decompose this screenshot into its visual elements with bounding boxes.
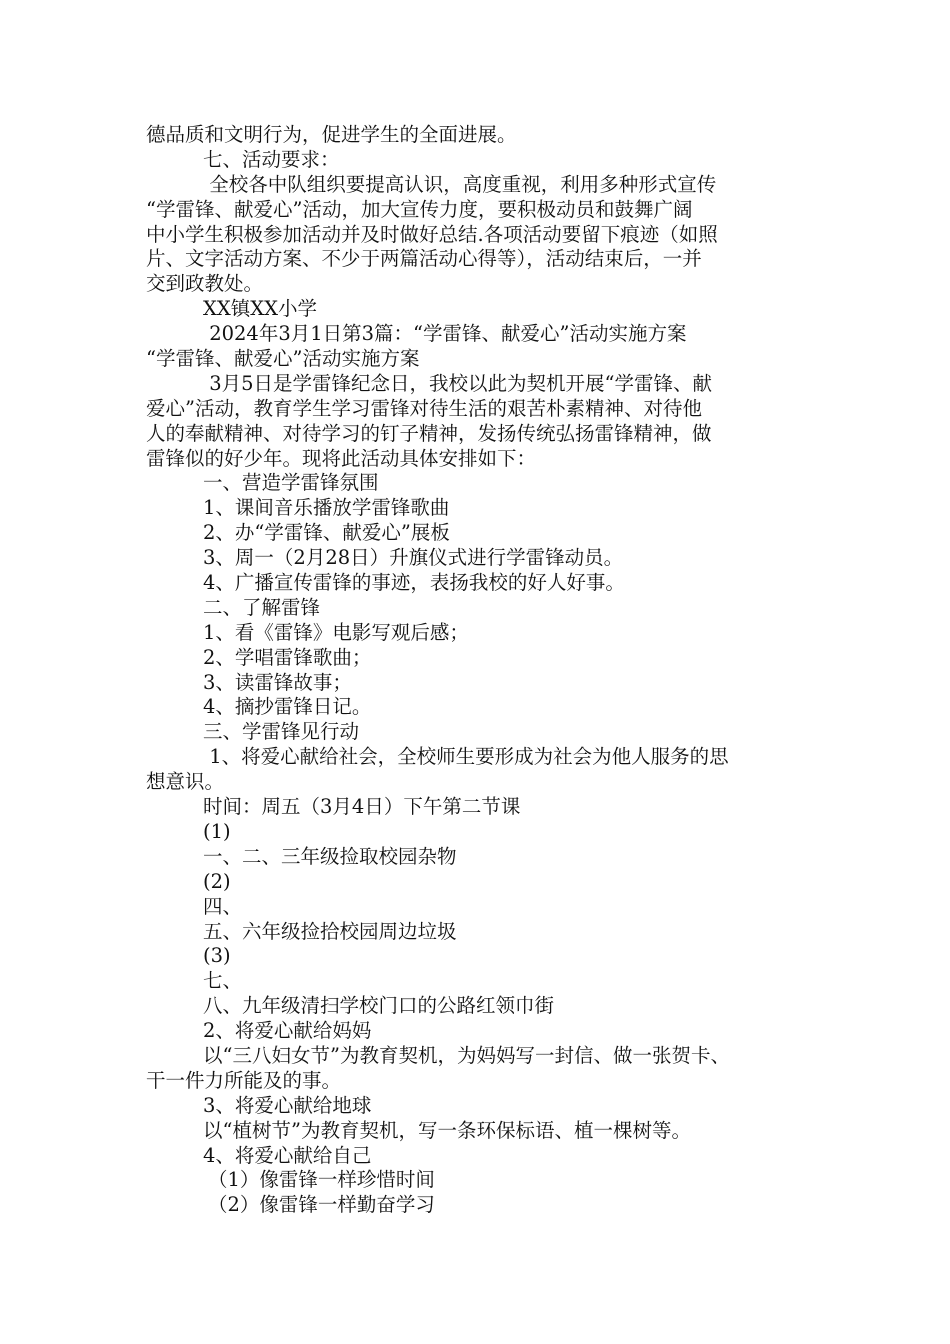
text-line: 时间：周五（3月4日）下午第二节课 [203, 795, 521, 819]
text-line: 七、活动要求： [203, 147, 340, 171]
text-line: 4、广播宣传雷锋的事迹，表扬我校的好人好事。 [203, 571, 625, 595]
text-line: 2、办“学雷锋、献爱心”展板 [203, 521, 450, 545]
text-line: 3、将爱心献给地球 [203, 1093, 372, 1117]
text-line: (2) [203, 869, 231, 893]
text-line: 1、看《雷锋》电影写观后感； [203, 620, 469, 644]
text-line: XX镇XX小学 [203, 297, 318, 321]
text-line: “学雷锋、献爱心”活动实施方案 [146, 347, 420, 371]
text-line: 想意识。 [146, 770, 225, 794]
text-line: 2024年3月1日第3篇：“学雷锋、献爱心”活动实施方案 [203, 322, 687, 346]
text-line: 爱心”活动，教育学生学习雷锋对待生活的艰苦朴素精神、对待他 [146, 396, 702, 420]
text-line: （2）像雷锋一样勤奋学习 [208, 1193, 435, 1217]
text-line: 一、二、三年级捡取校园杂物 [203, 844, 457, 868]
text-line: 1、将爱心献给社会，全校师生要形成为社会为他人服务的思 [203, 745, 729, 769]
text-line: 1、课间音乐播放学雷锋歌曲 [203, 496, 450, 520]
document-page [146, 123, 818, 1218]
text-line: 人的奉献精神、对待学习的钉子精神，发扬传统弘扬雷锋精神，做 [146, 421, 712, 445]
text-line: 四、 [203, 894, 243, 918]
text-line: 三、学雷锋见行动 [203, 720, 360, 744]
text-line: 七、 [203, 969, 243, 993]
text-line: 以“三八妇女节”为教育契机，为妈妈写一封信、做一张贺卡、 [203, 1043, 730, 1067]
text-line: 4、摘抄雷锋日记。 [203, 695, 372, 719]
text-line: 二、了解雷锋 [203, 595, 321, 619]
text-line: 4、将爱心献给自己 [203, 1143, 372, 1167]
text-line: 3月5日是学雷锋纪念日，我校以此为契机开展“学雷锋、献 [203, 371, 712, 395]
text-line: （1）像雷锋一样珍惜时间 [208, 1168, 435, 1192]
text-line: 中小学生积极参加活动并及时做好总结.各项活动要留下痕迹（如照 [146, 222, 718, 246]
text-line: 片、文字活动方案、不少于两篇活动心得等），活动结束后，一并 [146, 247, 702, 271]
text-line: 2、将爱心献给妈妈 [203, 1019, 372, 1043]
text-line: 五、六年级捡拾校园周边垃圾 [203, 919, 457, 943]
text-line: 以“植树节”为教育契机，写一条环保标语、植一棵树等。 [203, 1118, 691, 1142]
text-line: 一、营造学雷锋氛围 [203, 471, 379, 495]
text-line: 2、学唱雷锋歌曲； [203, 645, 372, 669]
text-line: 交到政教处。 [146, 272, 264, 296]
text-line: 全校各中队组织要提高认识，高度重视，利用多种形式宣传 [203, 172, 717, 196]
text-line: 德品质和文明行为，促进学生的全面进展。 [146, 123, 517, 146]
text-line: 八、九年级清扫学校门口的公路红领巾街 [203, 994, 555, 1018]
text-line: “学雷锋、献爱心”活动，加大宣传力度，要积极动员和鼓舞广阔 [146, 197, 693, 221]
text-line: 雷锋似的好少年。现将此活动具体安排如下： [146, 446, 537, 470]
text-line: (1) [203, 819, 231, 843]
text-line: (3) [203, 944, 231, 968]
text-line: 3、周一（2月28日）升旗仪式进行学雷锋动员。 [203, 546, 624, 570]
text-line: 干一件力所能及的事。 [146, 1068, 342, 1092]
text-line: 3、读雷锋故事； [203, 670, 352, 694]
